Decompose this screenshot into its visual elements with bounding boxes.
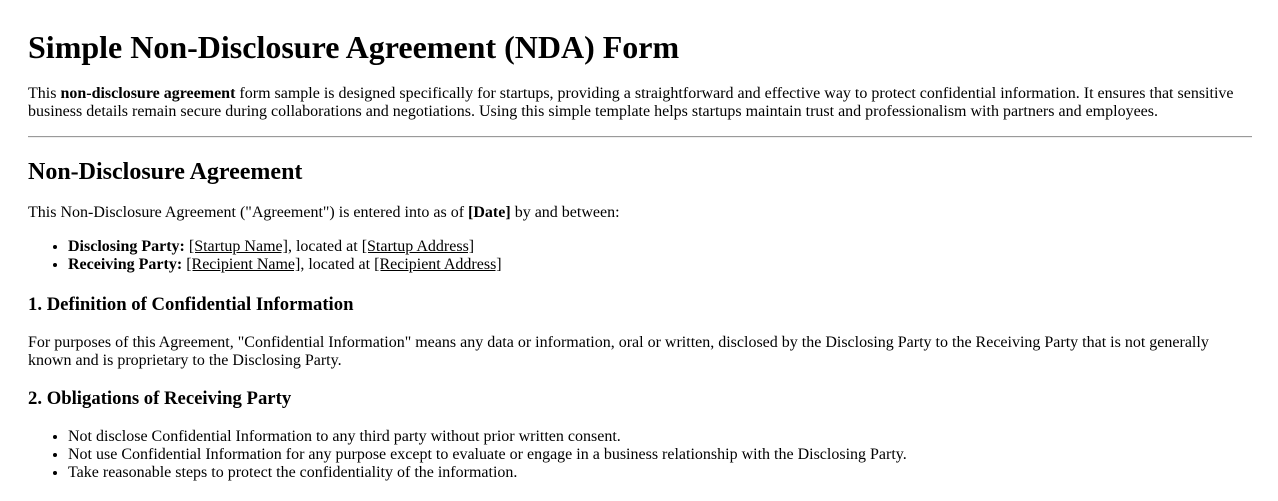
definition-heading: 1. Definition of Confidential Information bbox=[28, 294, 354, 315]
obligations-heading: 2. Obligations of Receiving Party bbox=[28, 388, 292, 409]
intro-paragraph bbox=[28, 85, 1250, 121]
party-label: Receiving Party: bbox=[68, 256, 183, 273]
party-item-receiving bbox=[68, 256, 1250, 274]
startup-address-placeholder: [Startup Address] bbox=[361, 238, 475, 255]
recipient-name-placeholder: [Recipient Name] bbox=[186, 256, 301, 273]
obligations-list bbox=[28, 428, 1250, 482]
agreement-intro bbox=[28, 204, 1250, 222]
date-placeholder: [Date] bbox=[468, 204, 511, 221]
obligation-item: • Not disclose Confidential Information to any third party without prior written consent. bbox=[68, 428, 1250, 446]
party-connector: , located at bbox=[300, 256, 375, 273]
intro-suffix: form sample is designed specifically for startups, providing a straightforward and effective way to protect confidential information. It ensures that sensitive business details remain secure during collaborations and negotiations. Using this simple template helps startups maintain trust and professionalism with partners and employees. bbox=[28, 85, 1234, 120]
horizontal-divider bbox=[28, 136, 1252, 138]
intro-prefix: This bbox=[28, 85, 61, 102]
obligation-item: • Not use Confidential Information for any purpose except to evaluate or engage in a business relationship with the Disclosing Party. bbox=[68, 446, 1250, 464]
party-connector: , located at bbox=[287, 238, 362, 255]
definition-paragraph: For purposes of this Agreement, "Confidential Information" means any data or information, oral or written, disclosed by the Disclosing Party to the Receiving Party that is not generally known and is proprietary to the Disclosing Party. bbox=[28, 334, 1209, 369]
party-item-disclosing bbox=[68, 238, 1250, 256]
party-label: Disclosing Party: bbox=[68, 238, 185, 255]
startup-name-placeholder: [Startup Name] bbox=[188, 238, 288, 255]
agreement-intro-prefix: This Non-Disclosure Agreement ("Agreement") is entered into as of bbox=[28, 204, 469, 221]
recipient-address-placeholder: [Recipient Address] bbox=[374, 256, 502, 273]
agreement-intro-suffix: by and between: bbox=[510, 204, 620, 221]
obligation-item: • Take reasonable steps to protect the confidentiality of the information. bbox=[68, 464, 1250, 482]
section-heading: Non-Disclosure Agreement bbox=[28, 159, 303, 185]
parties-list bbox=[28, 238, 1250, 274]
intro-bold-term: non-disclosure agreement bbox=[60, 85, 236, 102]
page-title: Simple Non-Disclosure Agreement (NDA) Form bbox=[28, 29, 680, 65]
